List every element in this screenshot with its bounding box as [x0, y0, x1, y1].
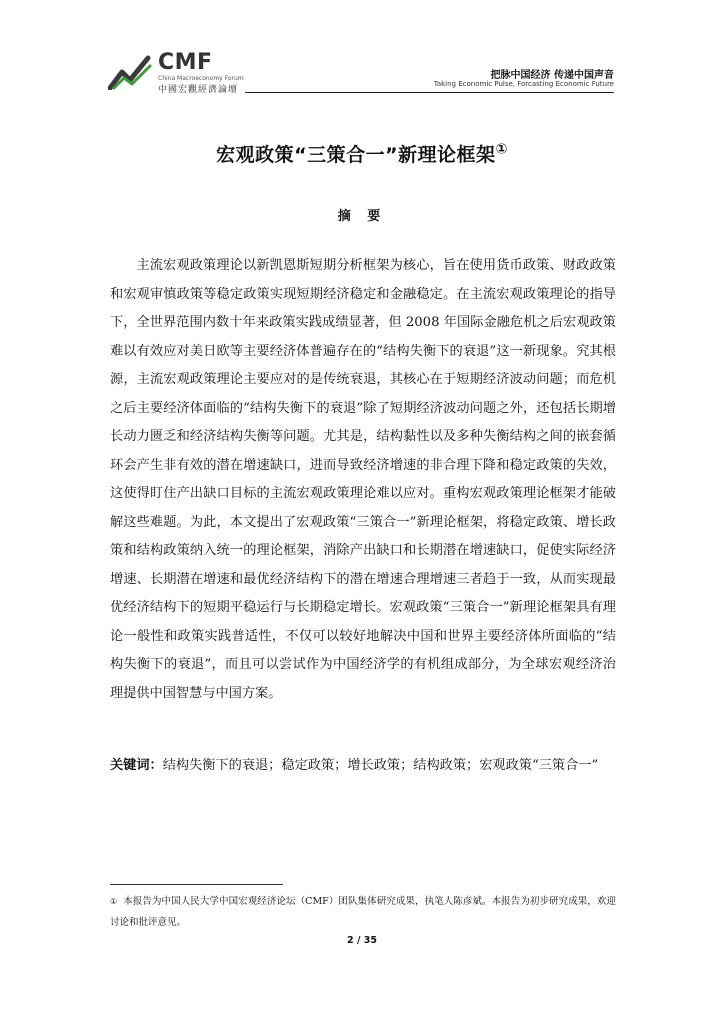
- title-footnote-mark: ①: [495, 141, 508, 158]
- footnote-divider: [110, 884, 283, 885]
- paper-title-text: 宏观政策“三策合一”新理论框架: [216, 144, 496, 166]
- header-divider: [245, 92, 614, 93]
- abstract-body: 主流宏观政策理论以新凯恩斯短期分析框架为核心，旨在使用货币政策、财政政策和宏观审慎政策等稳定政策实现短期经济稳定和金融稳定。在主流宏观政策理论的指导下，全世界范围内数十年来政策实践成绩显著，但 2008 年国际金融危机之后宏观政策难以有效应对美日欧等主要经济体普遍存在的“结构失衡下的衰退”这一新现象。究其根源，主流宏观政策理论主要应对的是传统衰退，其核心在于短期经济波动问题；而危机之后主要经济体面临的“结构失衡下的衰退”除了短期经济波动问题之外，还包括长期增长动力匮乏和经济结构失衡等问题。尤其是，结构黏性以及多种失衡结构之间的嵌套循环会产生非有效的潜在增速缺口，进而导致经济增速的非合理下降和稳定政策的失效，这使得盯住产出缺口目标的主流宏观政策理论难以应对。重构宏观政策理论框架才能破解这些难题。为此，本文提出了宏观政策“三策合一”新理论框架，将稳定政策、增长政策和结构政策纳入统一的理论框架，消除产出缺口和长期潜在增速缺口，促使实际经济增速、长期潜在增速和最优经济结构下的潜在增速合理增速三者趋于一致，从而实现最优经济结构下的短期平稳运行与长期稳定增长。宏观政策“三策合一”新理论框架具有理论一般性和政策实践普适性，不仅可以较好地解决中国和世界主要经济体所面临的“结构失衡下的衰退”，而且可以尝试作为中国经济学的有机组成部分，为全球宏观经济治理提供中国智慧与中国方案。: [110, 258, 616, 701]
- logo-wordmark: [158, 52, 244, 96]
- keywords-text: 结构失衡下的衰退；稳定政策；增长政策；结构政策；宏观政策“三策合一”: [162, 758, 599, 773]
- footnote-text: 本报告为中国人民大学中国宏观经济论坛（CMF）团队集体研究成果，执笔人陈彦斌。本报告为初步研究成果，欢迎讨论和批评意见。: [110, 896, 616, 928]
- footnote: [110, 891, 616, 933]
- paper-title: [0, 140, 724, 167]
- header-slogan-english: Taking Economic Pulse, Forcasting Economic Future: [433, 80, 614, 88]
- logo-name: CMF: [158, 50, 213, 75]
- page-number: 2 / 35: [347, 935, 377, 946]
- abstract-heading: 摘 要: [337, 209, 387, 224]
- keywords: [110, 752, 616, 780]
- header-slogan-chinese: 把脉中国经济 传递中国声音: [490, 70, 614, 81]
- keywords-label: 关键词：: [110, 758, 163, 773]
- cmf-logo-icon: [108, 52, 152, 90]
- logo-english-name: China Macroeconomy Forum: [158, 75, 244, 82]
- logo-chinese-name: 中國宏觀經濟論壇: [158, 85, 239, 95]
- footnote-mark: ①: [110, 897, 118, 906]
